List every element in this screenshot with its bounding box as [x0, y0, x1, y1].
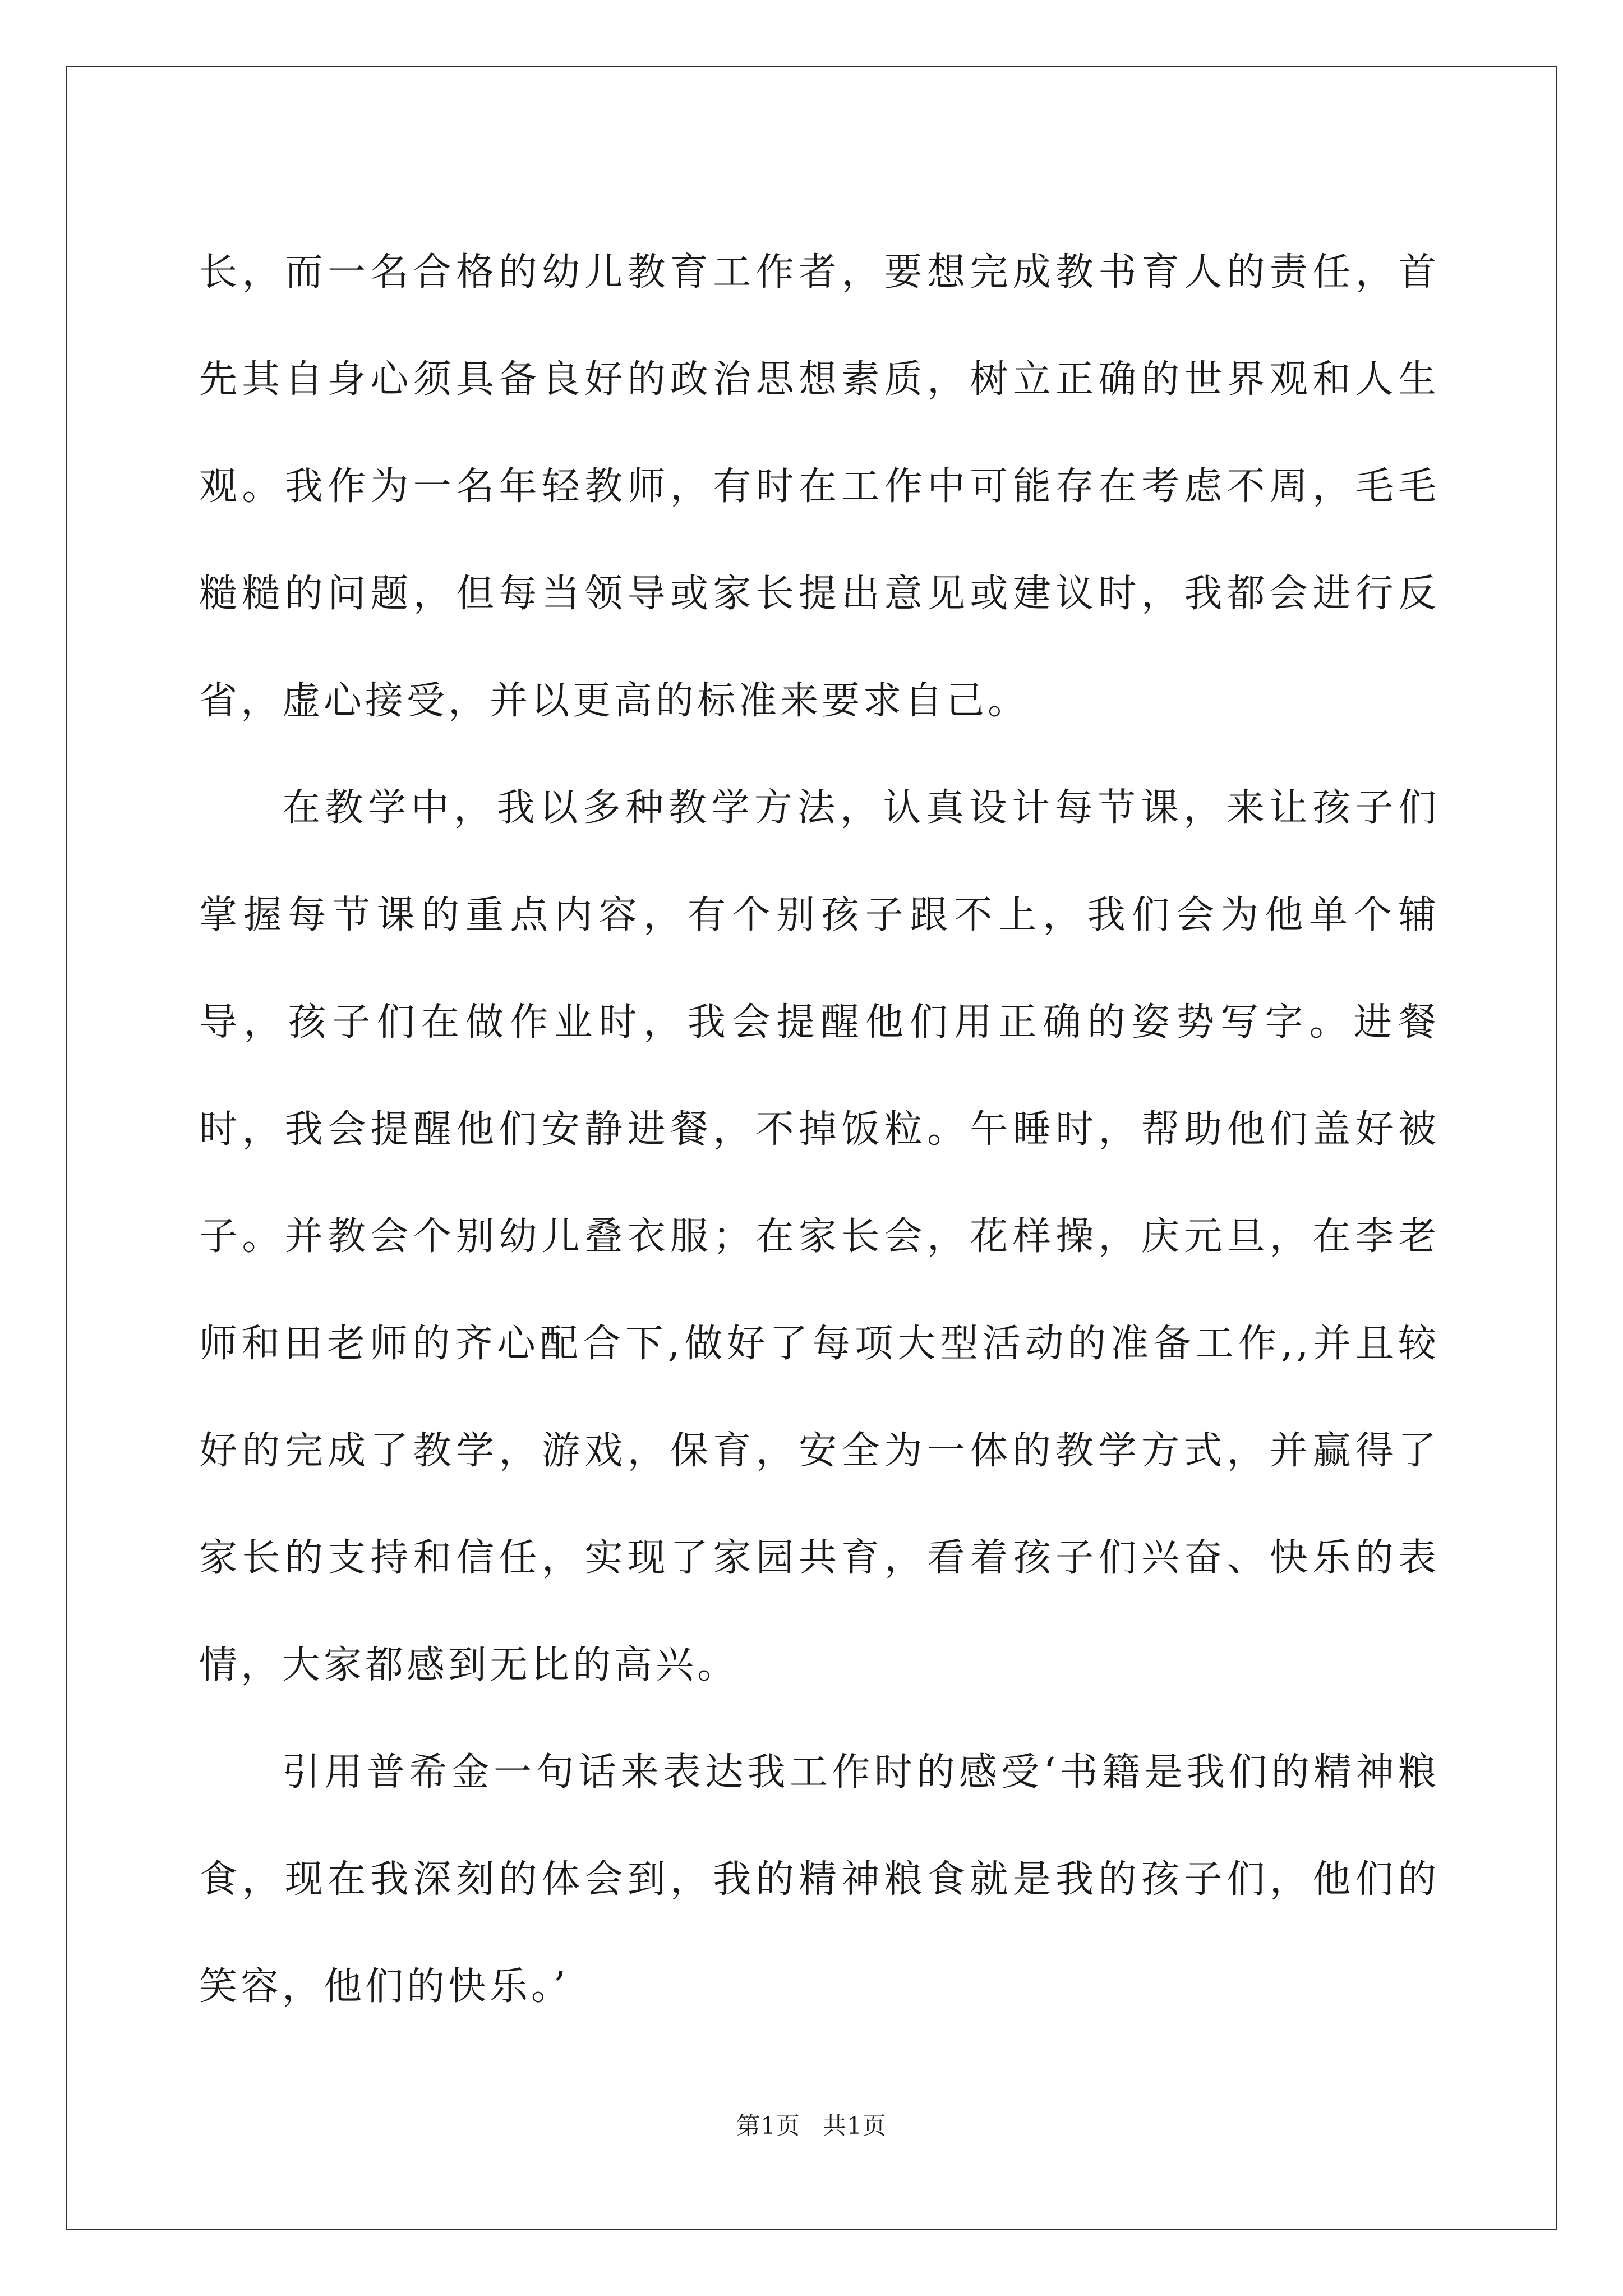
paragraph-3: 引用普希金一句话来表达我工作时的感受‘书籍是我们的精神粮食，现在我深刻的体会到，我的精神粮食就是我的孩子们，他们的笑容，他们的快乐。’: [199, 1750, 1440, 2009]
page-number: 第1页: [736, 2112, 800, 2139]
document-body: [199, 219, 1440, 2040]
page-total: 共1页: [823, 2112, 887, 2139]
paragraph-1: 长，而一名合格的幼儿教育工作者，要想完成教书育人的责任，首先其自身心须具备良好的政治思想素质，树立正确的世界观和人生观。我作为一名年轻教师，有时在工作中可能存在考虑不周，毛毛糙糙的问题，但每当领导或家长提出意见或建议时，我都会进行反省，虚心接受，并以更高的标准来要求自己。: [199, 250, 1440, 723]
page-footer: [0, 2109, 1623, 2143]
paragraph-2: 在教学中，我以多种教学方法，认真设计每节课，来让孩子们掌握每节课的重点内容，有个别孩子跟不上，我们会为他单个辅导，孩子们在做作业时，我会提醒他们用正确的姿势写字。进餐时，我会提醒他们安静进餐，不掉饭粒。午睡时，帮助他们盖好被子。并教会个别幼儿叠衣服；在家长会，花样操，庆元旦，在李老师和田老师的齐心配合下,做好了每项大型活动的准备工作,,并且较好的完成了教学，游戏，保育，安全为一体的教学方式，并赢得了家长的支持和信任，实现了家园共育，看着孩子们兴奋、快乐的表情，大家都感到无比的高兴。: [199, 786, 1440, 1687]
